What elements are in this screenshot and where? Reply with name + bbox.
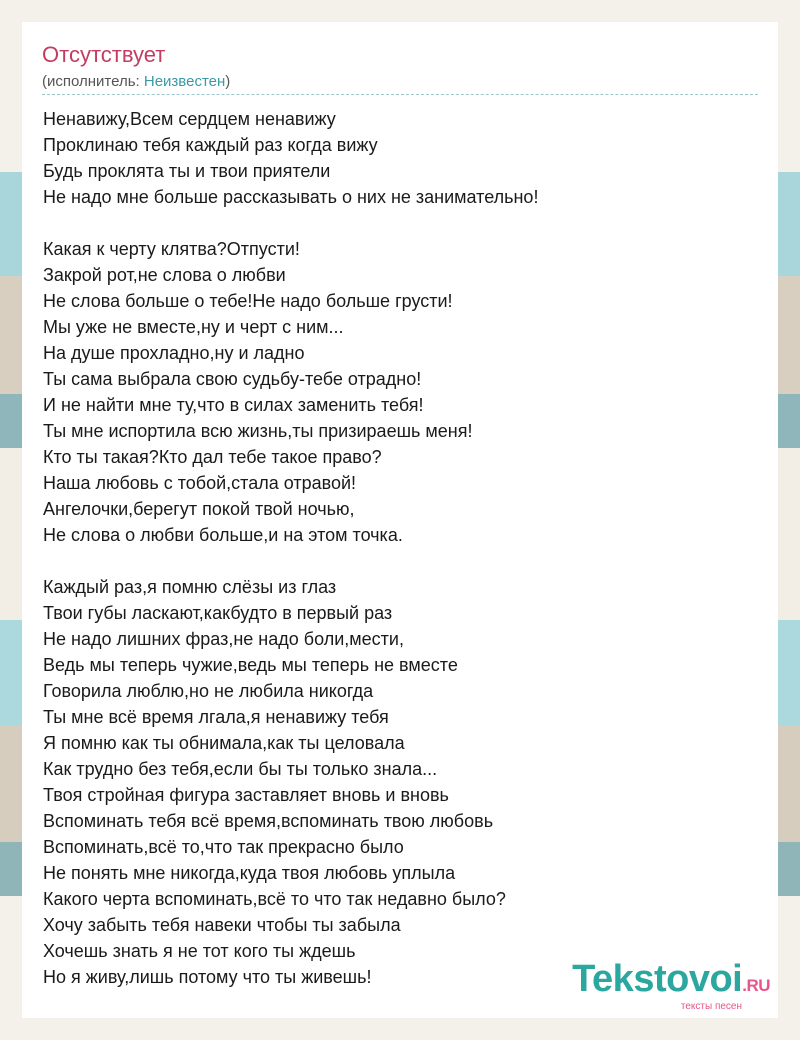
lyric-line: Каждый раз,я помню слёзы из глаз: [43, 577, 337, 597]
lyric-line: Какого черта вспоминать,всё то что так недавно было?: [43, 889, 506, 909]
lyric-line: Ты сама выбрала свою судьбу-тебе отрадно!: [43, 369, 422, 389]
lyric-line: Вспоминать,всё то,что так прекрасно было: [43, 837, 404, 857]
lyric-line: Не надо мне больше рассказывать о них не занимательно!: [43, 187, 539, 207]
lyric-line: Вспоминать тебя всё время,вспоминать твою любовь: [43, 811, 494, 831]
stanza-break: [43, 210, 763, 236]
artist-line: [42, 73, 230, 90]
lyric-line: На душе прохладно,ну и ладно: [43, 343, 305, 363]
lyric-line: Хочу забыть тебя навеки чтобы ты забыла: [43, 915, 401, 935]
stanza-break: [43, 548, 763, 574]
lyric-line: Кто ты такая?Кто дал тебе такое право?: [43, 447, 382, 467]
lyric-line: Не слова больше о тебе!Не надо больше грусти!: [43, 291, 453, 311]
artist-prefix: (исполнитель:: [42, 73, 144, 90]
lyric-line: Говорила люблю,но не любила никогда: [43, 681, 374, 701]
lyric-line: И не найти мне ту,что в силах заменить тебя!: [43, 395, 424, 415]
artist-link[interactable]: Неизвестен: [143, 73, 226, 90]
lyric-line: Но я живу,лишь потому что ты живешь!: [43, 967, 372, 987]
title-divider: [42, 94, 758, 95]
lyrics-card: [22, 22, 778, 1018]
artist-suffix: ): [225, 73, 231, 90]
lyric-line: Наша любовь с тобой,стала отравой!: [43, 473, 357, 493]
lyric-line: Какая к черту клятва?Отпусти!: [43, 239, 300, 259]
lyric-line: Не надо лишних фраз,не надо боли,мести,: [43, 629, 404, 649]
lyric-line: Закрой рот,не слова о любви: [43, 265, 286, 285]
lyric-line: Не понять мне никогда,куда твоя любовь уплыла: [43, 863, 456, 883]
lyric-line: Хочешь знать я не тот кого ты ждешь: [43, 941, 356, 961]
lyric-line: Не слова о любви больше,и на этом точка.: [43, 525, 403, 545]
lyric-line: Ведь мы теперь чужие,ведь мы теперь не вместе: [43, 655, 458, 675]
logo-name: Tekstovoi: [572, 958, 743, 1000]
logo-tld: .RU: [742, 976, 770, 995]
logo-tagline: тексты песен: [680, 1001, 742, 1012]
song-title: Отсутствует: [42, 42, 166, 67]
lyric-line: Мы уже не вместе,ну и черт с ним...: [43, 317, 344, 337]
logo-wordmark: [572, 958, 770, 1003]
lyric-line: Будь проклята ты и твои приятели: [43, 161, 331, 181]
lyric-line: Твои губы ласкают,какбудто в первый раз: [43, 603, 393, 623]
lyric-line: Ангелочки,берегут покой твой ночью,: [43, 499, 355, 519]
lyric-line: Я помню как ты обнимала,как ты целовала: [43, 733, 405, 753]
lyric-line: Твоя стройная фигура заставляет вновь и вновь: [43, 785, 449, 805]
lyric-line: Проклинаю тебя каждый раз когда вижу: [43, 135, 378, 155]
lyric-line: Ненавижу,Всем сердцем ненавижу: [43, 109, 336, 129]
site-logo[interactable]: [572, 958, 770, 1012]
lyric-line: Как трудно без тебя,если бы ты только знала...: [43, 759, 438, 779]
lyrics-text: [43, 106, 763, 990]
lyric-line: Ты мне испортила всю жизнь,ты призираешь меня!: [43, 421, 473, 441]
lyric-line: Ты мне всё время лгала,я ненавижу тебя: [43, 707, 389, 727]
